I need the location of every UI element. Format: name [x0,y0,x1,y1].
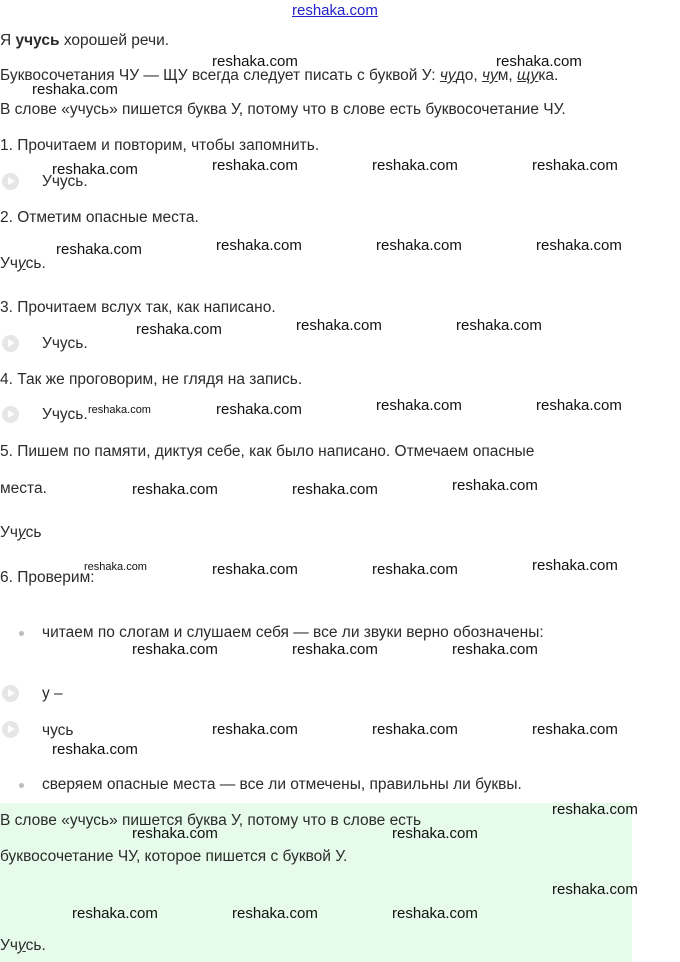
step-5: 5. Пишем по памяти, диктуя себе, как было написано. Отмечаем опасные [0,443,535,460]
watermark: reshaka.com [552,801,638,818]
watermark: reshaka.com [212,561,298,578]
bullet [19,631,24,636]
watermark: reshaka.com [132,641,218,658]
watermark: reshaka.com [136,321,222,338]
syllable-2: чусь [42,722,74,739]
watermark: reshaka.com [376,237,462,254]
watermark: reshaka.com [376,397,462,414]
watermark: reshaka.com [132,825,218,842]
step-6: 6. Проверим: [0,569,95,586]
step-4: 4. Так же проговорим, не глядя на запись. [0,371,303,388]
play-icon[interactable] [2,721,19,738]
watermark: reshaka.com [532,721,618,738]
watermark: reshaka.com [212,53,298,70]
check-2: сверяем опасные места — все ли отмечены, правильны ли буквы. [42,776,522,793]
word-4: Учусь. [42,406,88,423]
watermark: reshaka.com [372,157,458,174]
word-5: Учусь [0,524,42,541]
watermark: reshaka.com [84,561,147,573]
watermark: reshaka.com [452,641,538,658]
watermark: reshaka.com [212,157,298,174]
word-2: Учусь. [0,255,46,272]
site-link[interactable]: reshaka.com [292,2,378,19]
watermark: reshaka.com [232,905,318,922]
play-icon[interactable] [2,406,19,423]
step-5-cont: места. [0,480,47,497]
answer-line-2: буквосочетание ЧУ, которое пишется с буквой У. [0,848,348,865]
watermark: reshaka.com [32,81,118,98]
watermark: reshaka.com [212,721,298,738]
watermark: reshaka.com [372,561,458,578]
word-3: Учусь. [42,335,88,352]
watermark: reshaka.com [372,721,458,738]
watermark: reshaka.com [456,317,542,334]
watermark: reshaka.com [88,404,151,416]
watermark: reshaka.com [52,161,138,178]
word-1: Учусь. [42,173,88,190]
watermark: reshaka.com [56,241,142,258]
step-3: 3. Прочитаем вслух так, как написано. [0,299,276,316]
watermark: reshaka.com [496,53,582,70]
bullet [19,783,24,788]
answer-word: Учусь. [0,937,46,954]
watermark: reshaka.com [452,477,538,494]
watermark: reshaka.com [552,881,638,898]
watermark: reshaka.com [52,741,138,758]
watermark: reshaka.com [536,237,622,254]
step-2: 2. Отметим опасные места. [0,209,199,226]
play-icon[interactable] [2,335,19,352]
watermark: reshaka.com [392,825,478,842]
syllable-1: у – [42,685,63,702]
play-icon[interactable] [2,685,19,702]
watermark: reshaka.com [536,397,622,414]
title: Я учусь хорошей речи. [0,32,170,49]
watermark: reshaka.com [132,481,218,498]
play-icon[interactable] [2,173,19,190]
answer-line-1: В слове «учусь» пишется буква У, потому что в слове есть [0,812,422,829]
watermark: reshaka.com [72,905,158,922]
watermark: reshaka.com [532,557,618,574]
watermark: reshaka.com [532,157,618,174]
watermark: reshaka.com [392,905,478,922]
watermark: reshaka.com [292,481,378,498]
watermark: reshaka.com [216,401,302,418]
rule-text: Буквосочетания ЧУ — ЩУ всегда следует писать с буквой У: чудо, чум, щука. [0,67,559,84]
check-1: читаем по слогам и слушаем себя — все ли звуки верно обозначены: [42,624,544,641]
step-1: 1. Прочитаем и повторим, чтобы запомнить. [0,137,320,154]
watermark: reshaka.com [292,641,378,658]
explanation: В слове «учусь» пишется буква У, потому что в слове есть буквосочетание ЧУ. [0,101,566,118]
watermark: reshaka.com [216,237,302,254]
watermark: reshaka.com [296,317,382,334]
